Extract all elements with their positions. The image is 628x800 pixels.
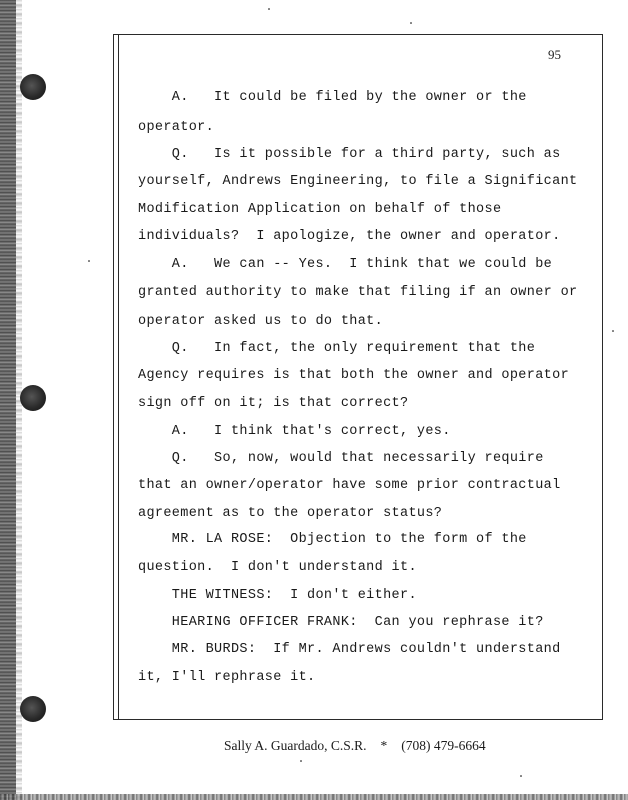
transcript-line: yourself, Andrews Engineering, to file a Significant [138, 174, 578, 189]
transcript-line: HEARING OFFICER FRANK: Can you rephrase it? [138, 615, 544, 630]
scan-speck [410, 22, 412, 24]
scan-speck [520, 775, 522, 777]
binder-hole-icon [20, 696, 46, 722]
scan-speck [300, 760, 302, 762]
transcript-line: A. We can -- Yes. I think that we could be [138, 257, 553, 272]
binder-hole-icon [20, 385, 46, 411]
page-number: 95 [548, 47, 561, 62]
transcript-line: A. I think that's correct, yes. [138, 424, 451, 439]
transcript-line: question. I don't understand it. [138, 560, 417, 575]
transcript-line: operator. [138, 120, 215, 135]
separator-star: * [380, 738, 388, 753]
transcript-line: individuals? I apologize, the owner and operator. [138, 229, 561, 244]
transcript-line: Agency requires is that both the owner and operator [138, 368, 570, 383]
scan-speck [268, 8, 270, 10]
reporter-phone: (708) 479-6664 [401, 738, 486, 753]
scan-speck [612, 330, 614, 332]
reporter-footer [224, 738, 486, 754]
transcript-line: THE WITNESS: I don't either. [138, 588, 417, 603]
transcript-line: MR. LA ROSE: Objection to the form of the [138, 532, 527, 547]
transcript-line: it, I'll rephrase it. [138, 670, 316, 685]
transcript-line: sign off on it; is that correct? [138, 396, 409, 411]
reporter-name: Sally A. Guardado, C.S.R. [224, 738, 367, 753]
transcript-line: agreement as to the operator status? [138, 506, 443, 521]
transcript-line: Q. So, now, would that necessarily require [138, 451, 544, 466]
transcript-line: granted authority to make that filing if an owner or [138, 285, 578, 300]
scan-speck [88, 260, 90, 262]
transcript-line: MR. BURDS: If Mr. Andrews couldn't understand [138, 642, 561, 657]
scan-bottom-edge [0, 794, 628, 800]
transcript-line: operator asked us to do that. [138, 314, 384, 329]
page-margin-rule [118, 34, 119, 720]
transcript-line: Q. Is it possible for a third party, such as [138, 147, 561, 162]
transcript-line: Modification Application on behalf of those [138, 202, 502, 217]
transcript-line: Q. In fact, the only requirement that the [138, 341, 536, 356]
transcript-line: A. It could be filed by the owner or the [138, 90, 527, 105]
scan-edge [0, 0, 16, 800]
transcript-line: that an owner/operator have some prior contractual [138, 478, 561, 493]
binder-hole-icon [20, 74, 46, 100]
